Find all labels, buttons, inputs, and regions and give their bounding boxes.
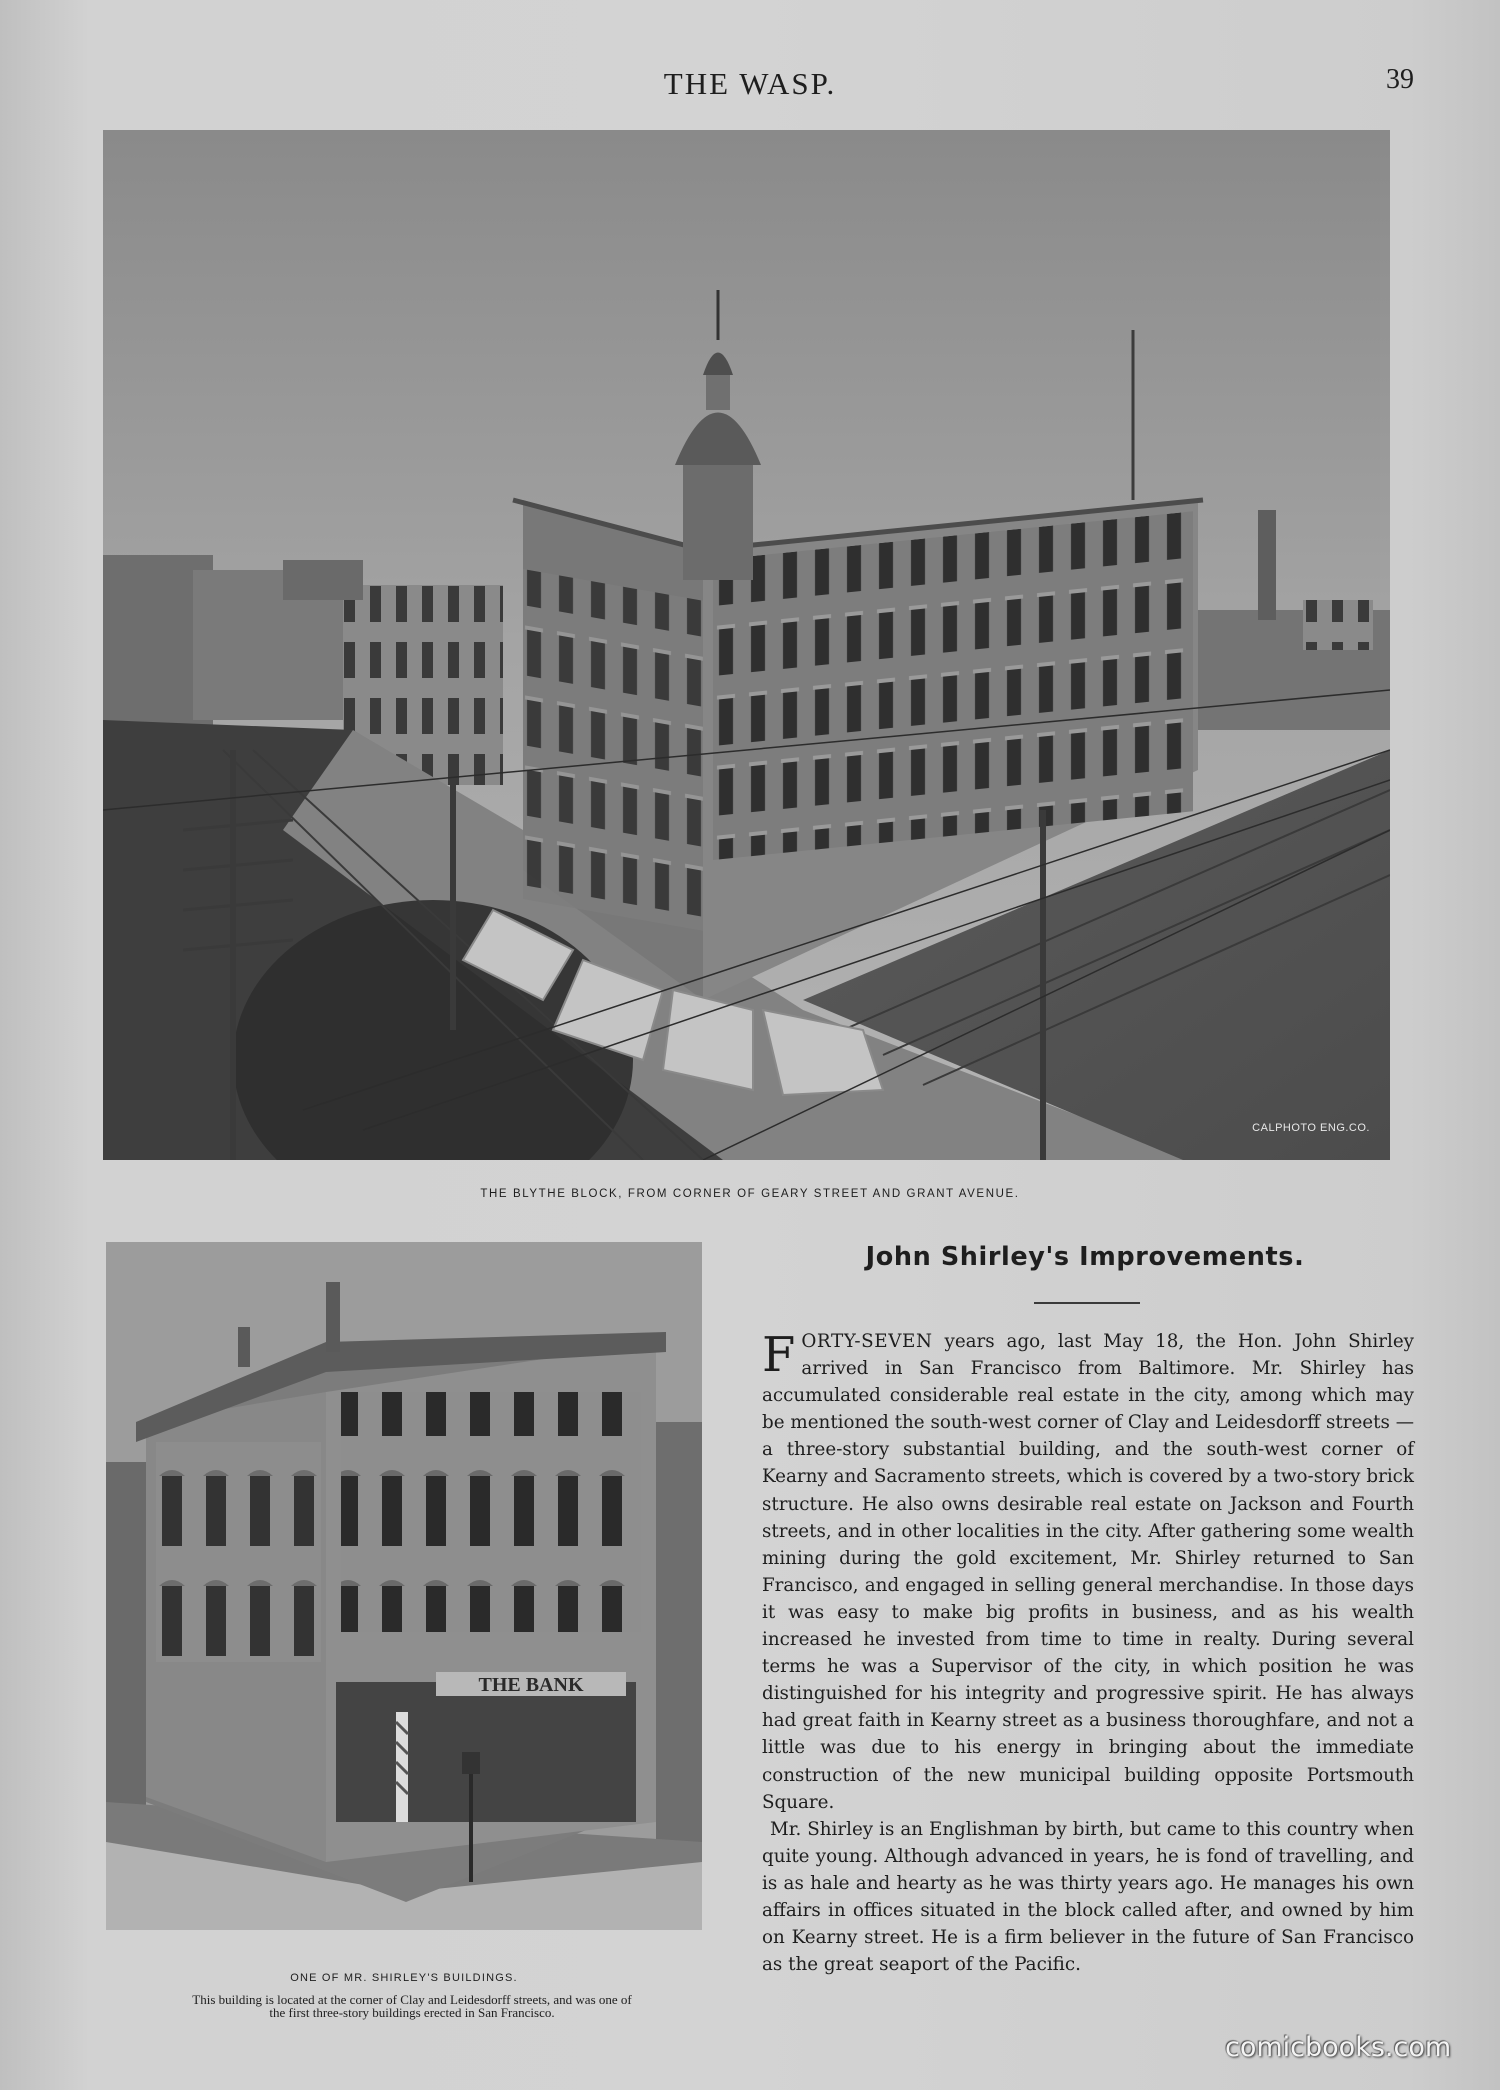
lead-word: ORTY-SEVEN (801, 1331, 933, 1352)
bottom-photo-caption-body (106, 1993, 718, 2019)
page-number: 39 (1386, 64, 1414, 95)
paragraph-1-text: years ago, last May 18, the Hon. John Shirley arrived in San Francisco from Baltimore. Mr. Shirley has accumulated considerable real estate in the city, among which may be mentioned the south-west corner of Clay and Leidesdorff streets — a three-story substantial building, and the south-west corner of Kearny and Sacramento streets, which is covered by a two-story brick structure. He also owns desirable real estate on Jackson and Fourth streets, and in other localities in the city. After gathering some wealth mining during the gold excitement, Mr. Shirley returned to San Francisco, and engaged in selling general merchandise. In those days it was easy to make big profits in business, and as his wealth increased he invested from time to time in realty. During several terms he was a Supervisor of the city, in which position he was distinguished for his integrity and progressive spirit. He has always had great faith in Kearny street as a business thoroughfare, and not a little was due to his energy in bringing about the immediate construction of the new municipal building opposite Portsmouth Square. (762, 1331, 1414, 1813)
blythe-block-photo (103, 130, 1390, 1160)
article-paragraph-2: Mr. Shirley is an Englishman by birth, but came to this country when quite young. Although advanced in years, he is fond of travelling, and is as hale and hearty as he was thirty years ago. He manages his own affairs in offices situated in the block called after, and owned by him on Kearny street. He is a firm believer in the future of San Francisco as the great seaport of the Pacific. (762, 1818, 1414, 1976)
shirley-building-photo (106, 1242, 702, 1930)
shirley-building-illustration (106, 1242, 702, 1930)
caption-line-2: the first three-story buildings erected in San Francisco. (269, 2005, 555, 2020)
blythe-block-illustration (103, 130, 1390, 1160)
bank-sign: THE BANK (478, 1674, 584, 1696)
article-body (762, 1328, 1414, 1978)
drop-cap: F (762, 1327, 796, 1383)
engraver-credit: CALPHOTO ENG.CO. (1252, 1122, 1370, 1134)
running-title: THE WASP. (663, 66, 837, 101)
watermark: comicbooks.com (1225, 2032, 1452, 2063)
bottom-photo-caption-title: ONE OF MR. SHIRLEY'S BUILDINGS. (290, 1972, 518, 1984)
article-paragraph-1 (762, 1328, 1414, 1816)
top-photo-caption: THE BLYTHE BLOCK, FROM CORNER OF GEARY STREET AND GRANT AVENUE. (480, 1188, 1020, 1200)
title-rule (1034, 1302, 1140, 1304)
caption-line-1: This building is located at the corner of Clay and Leidesdorff streets, and was one of (192, 1992, 632, 2007)
article-title: John Shirley's Improvements. (865, 1242, 1305, 1272)
